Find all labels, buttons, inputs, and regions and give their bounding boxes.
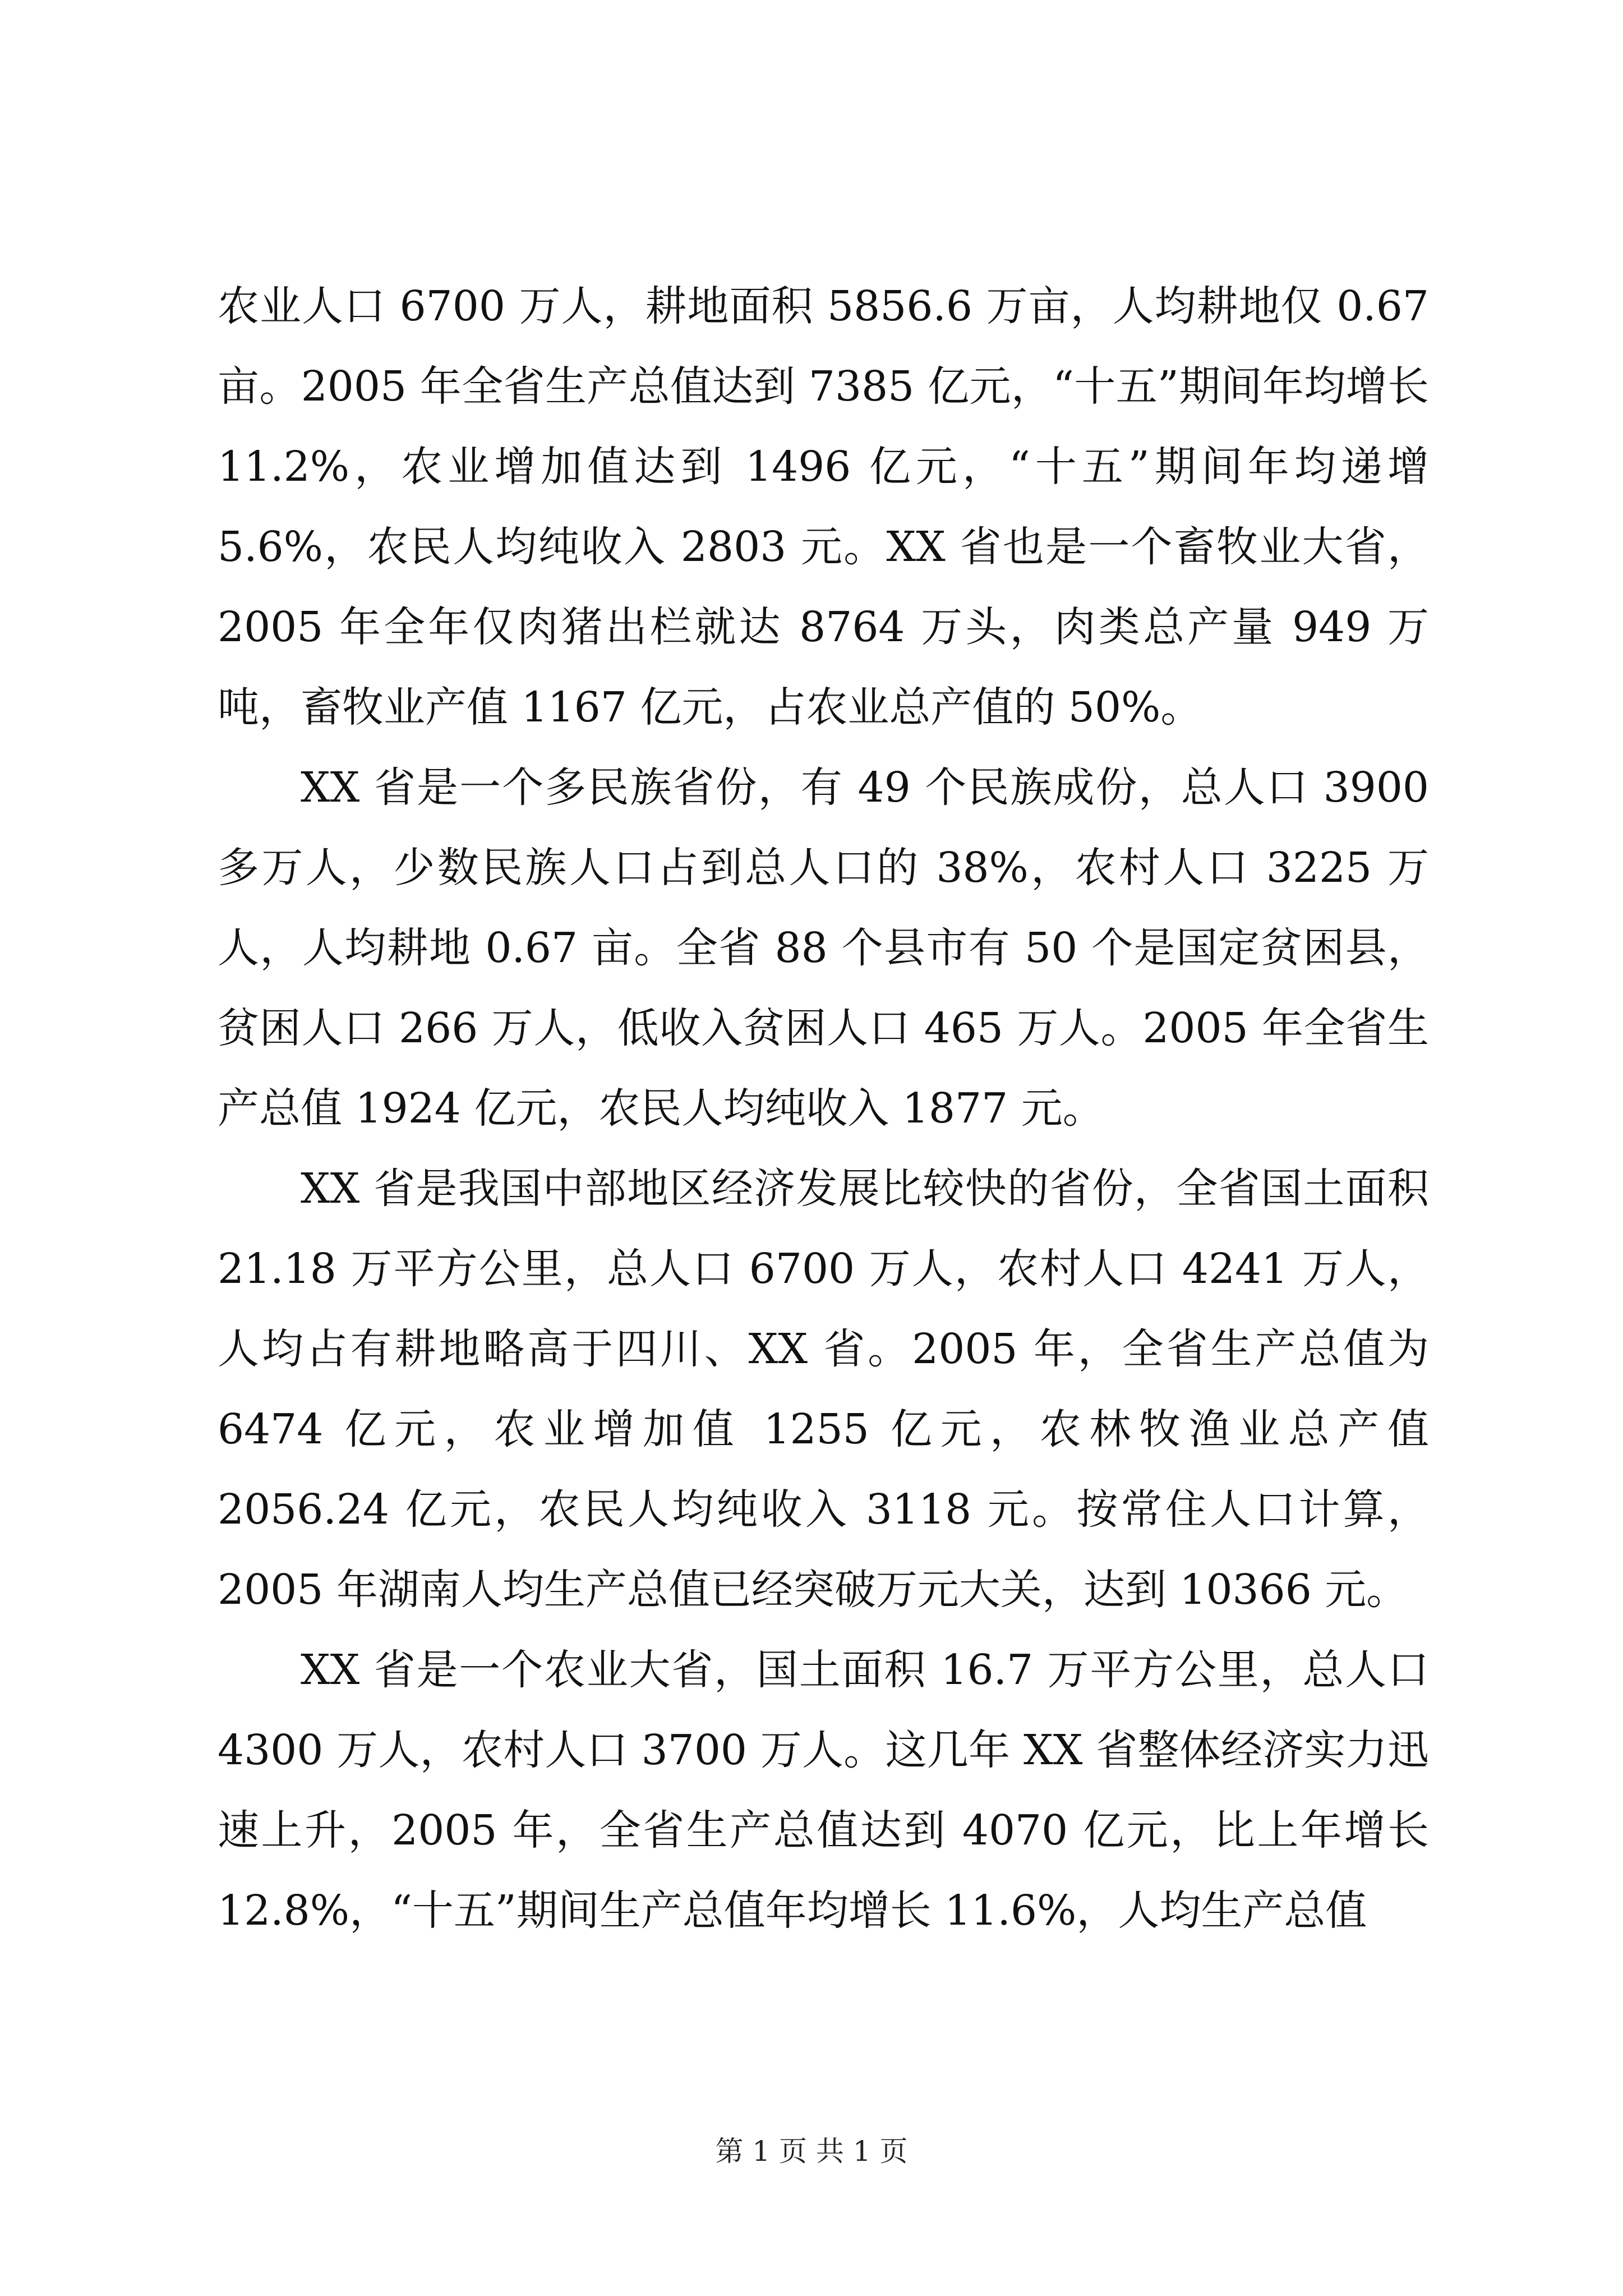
page-footer: 第 1 页 共 1 页 <box>715 2135 908 2168</box>
body-text <box>218 266 1429 1951</box>
paragraph-agriculture-population: 农业人口 6700 万人，耕地面积 5856.6 万亩，人均耕地仅 0.67 亩。2005 年全省生产总值达到 7385 亿元，“十五”期间年均增长 11.2%，农业增加值达到 1496 亿元，“十五”期间年均递增 5.6%，农民人均纯收入 2803 元。XX 省也是一个畜牧业大省，2005 年全年仅肉猪出栏就达 8764 万头，肉类总产量 949 万吨，畜牧业产值 1167 亿元，占农业总产值的 50%。 <box>218 282 1429 731</box>
paragraph-agricultural-province: XX 省是一个农业大省，国土面积 16.7 万平方公里，总人口 4300 万人，农村人口 3700 万人。这几年 XX 省整体经济实力迅速上升，2005 年，全省生产总值达到 4070 亿元，比上年增长 12.8%，“十五”期间生产总值年均增长 11.6%，人均生产总值 <box>218 1646 1429 1935</box>
paragraph-central-region-province: XX 省是我国中部地区经济发展比较快的省份，全省国土面积 21.18 万平方公里，总人口 6700 万人，农村人口 4241 万人，人均占有耕地略高于四川、XX 省。2005 年，全省生产总值为 6474 亿元，农业增加值 1255 亿元，农林牧渔业总产值 2056.24 亿元，农民人均纯收入 3118 元。按常住人口计算，2005 年湖南人均生产总值已经突破万元大关，达到 10366 元。 <box>218 1165 1429 1614</box>
paragraph-multi-ethnic-province: XX 省是一个多民族省份，有 49 个民族成份，总人口 3900 多万人，少数民族人口占到总人口的 38%，农村人口 3225 万人，人均耕地 0.67 亩。全省 88 个县市有 50 个是国定贫困县，贫困人口 266 万人，低收入贫困人口 465 万人。2005 年全省生产总值 1924 亿元，农民人均纯收入 1877 元。 <box>218 763 1429 1133</box>
